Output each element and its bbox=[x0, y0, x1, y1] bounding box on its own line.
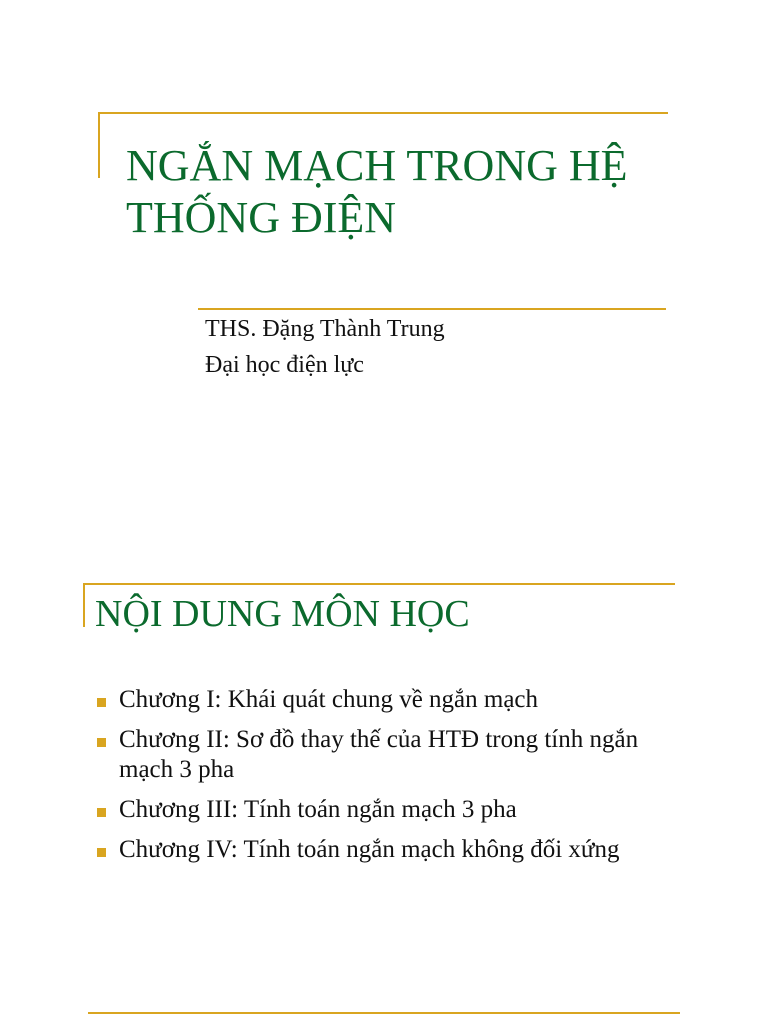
bullet-square-icon bbox=[97, 738, 106, 747]
list-item bbox=[95, 685, 695, 715]
slide-title-line-2: THỐNG ĐIỆN bbox=[126, 193, 397, 242]
subtitle-top-rule bbox=[198, 308, 666, 310]
slide-bottom-rule bbox=[88, 1012, 680, 1014]
section-left-rule bbox=[83, 583, 85, 627]
list-item-text: Chương II: Sơ đồ thay thế của HTĐ trong tính ngắn mạch 3 pha bbox=[119, 726, 639, 783]
list-item-text: Chương III: Tính toán ngắn mạch 3 pha bbox=[119, 796, 517, 823]
institution-name: Đại học điện lực bbox=[205, 352, 364, 378]
section-top-rule bbox=[83, 583, 675, 585]
list-item bbox=[95, 725, 695, 785]
title-top-rule bbox=[98, 112, 668, 114]
list-item bbox=[95, 795, 695, 825]
list-item-text: Chương IV: Tính toán ngắn mạch không đối xứng bbox=[119, 836, 620, 863]
list-item bbox=[95, 835, 695, 865]
slide-title bbox=[126, 140, 686, 244]
bullet-square-icon bbox=[97, 808, 106, 817]
author-name: THS. Đặng Thành Trung bbox=[205, 316, 445, 342]
chapter-list bbox=[95, 685, 695, 875]
slide-title-line-1: NGẮN MẠCH TRONG HỆ bbox=[126, 141, 628, 190]
title-left-rule bbox=[98, 112, 100, 178]
bullet-square-icon bbox=[97, 698, 106, 707]
section-title: NỘI DUNG MÔN HỌC bbox=[95, 593, 470, 635]
list-item-text: Chương I: Khái quát chung về ngắn mạch bbox=[119, 686, 539, 713]
bullet-square-icon bbox=[97, 848, 106, 857]
